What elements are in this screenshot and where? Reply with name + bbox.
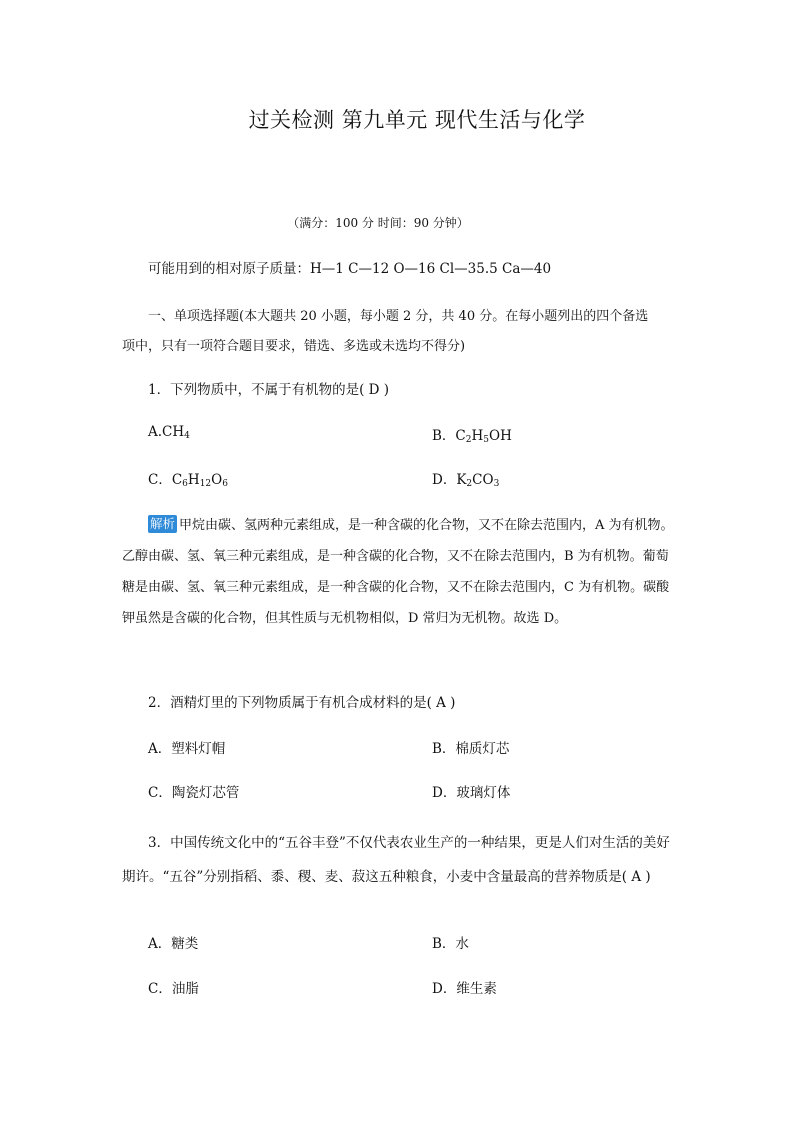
question-2-option-d: D．玻璃灯体	[432, 785, 511, 801]
question-2-option-a: A．塑料灯帽	[148, 741, 226, 757]
question-1-analysis	[122, 510, 676, 634]
question-2-option-b: B．棉质灯芯	[432, 741, 510, 757]
section-instructions-line1: 一、单项选择题(本大题共 20 小题，每小题 2 分，共 40 分。在每小题列出的四个备选	[148, 309, 649, 324]
question-2-stem: 2．酒精灯里的下列物质属于有机合成材料的是( A )	[148, 695, 456, 711]
question-1-option-a: $A.CH_4$	[148, 424, 190, 441]
atomic-masses: 可能用到的相对原子质量：H—1 C—12 O—16 Cl—35.5 Ca—40	[148, 261, 552, 277]
analysis-badge: 解析	[150, 516, 176, 531]
page-title: 过关检测 第九单元 现代生活与化学	[248, 108, 586, 132]
section-instructions-line2: 项中，只有一项符合题目要求，错选、多选或未选均不得分)	[122, 339, 466, 354]
exam-meta: （满分：100 分 时间：90 分钟）	[287, 216, 469, 230]
question-1-stem: 1．下列物质中，不属于有机物的是( D )	[148, 382, 390, 398]
question-3-option-d: D．维生素	[432, 981, 497, 997]
question-1-option-d: D．$K_2CO_3$	[432, 472, 500, 489]
question-1-option-b: B．$C_2H_5OH$	[432, 428, 512, 445]
question-3-option-a: A．糖类	[148, 936, 199, 952]
question-3-option-c: C．油脂	[148, 981, 199, 997]
section-instructions	[122, 302, 676, 362]
question-3-option-b: B．水	[432, 936, 469, 952]
analysis-text: 甲烷由碳、氢两种元素组成，是一种含碳的化合物，又不在除去范围内，A 为有机物。乙醇由碳、氢、氧三种元素组成，是一种含碳的化合物，又不在除去范围内，B 为有机物。葡萄糖是由碳、氢、氧三种元素组成，是一种含碳的化合物，又不在除去范围内，C 为有机物。碳酸钾虽然是含碳的化合物，但其性质与无机物相似，D 常归为无机物。故选 D。	[122, 518, 674, 626]
question-3-stem: 3．中国传统文化中的“五谷丰登”不仅代表农业生产的一种结果，更是人们对生活的美好期许。“五谷”分别指稻、黍、稷、麦、菽这五种粮食，小麦中含量最高的营养物质是( A )	[122, 835, 670, 885]
question-2-option-c: C．陶瓷灯芯管	[148, 785, 240, 801]
question-1-option-c: C．$C_6H_{12}O_6$	[148, 472, 228, 489]
